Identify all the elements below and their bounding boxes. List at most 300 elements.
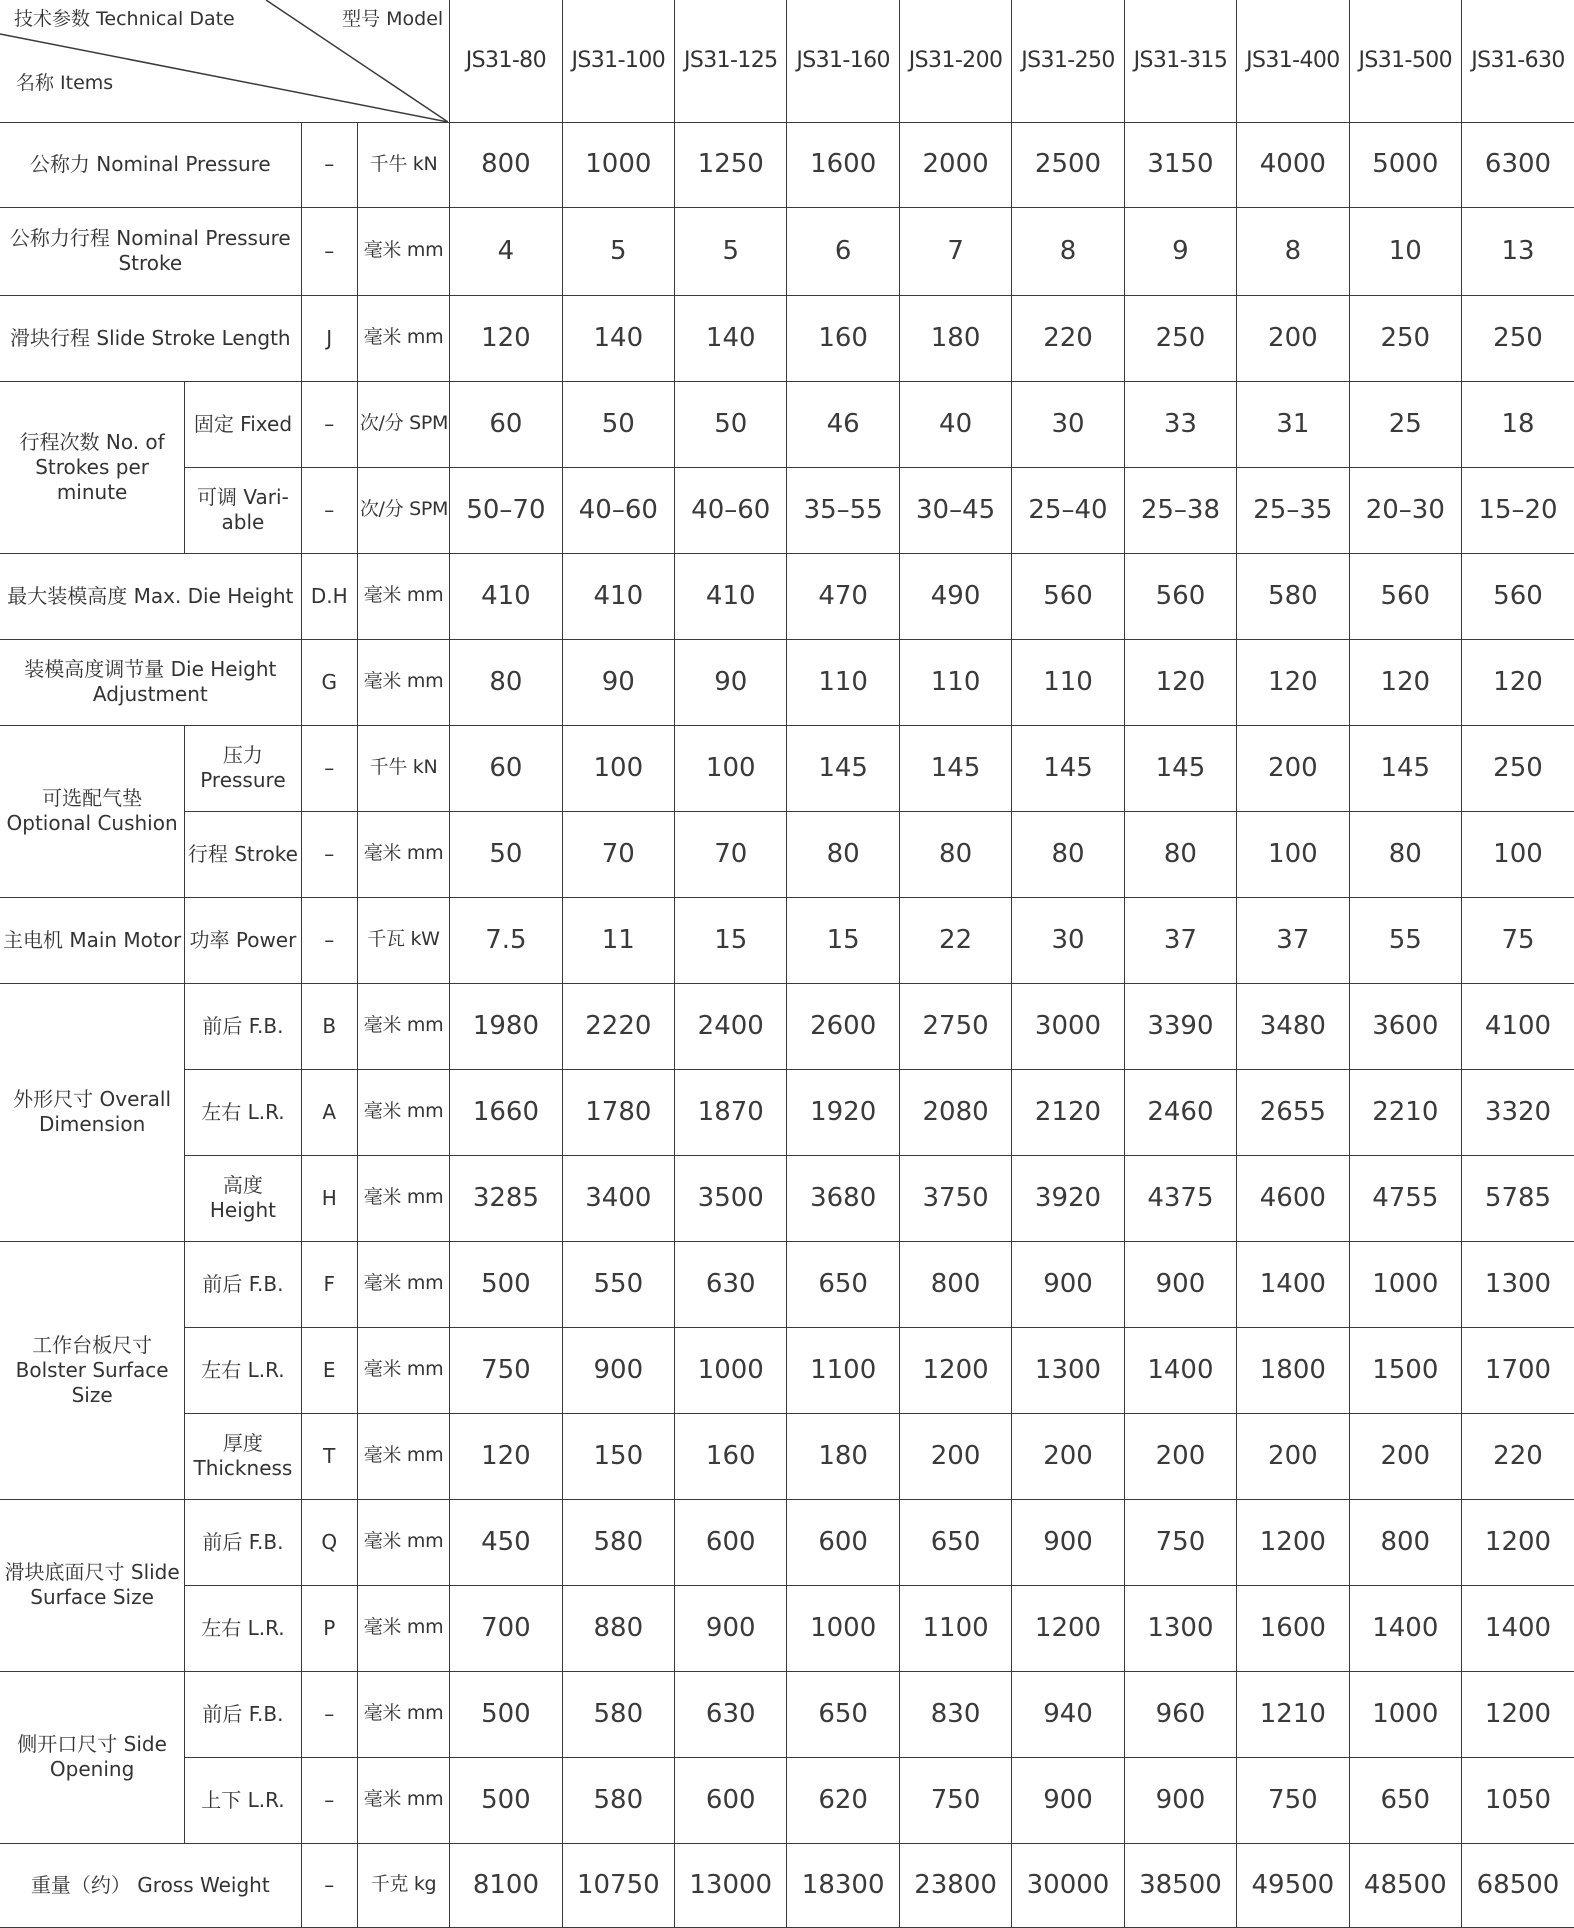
value-cell: 5785 <box>1461 1155 1574 1241</box>
row-item-label: 行程次数 No. of Strokes per minute <box>0 381 185 553</box>
value-cell: 60 <box>450 381 562 467</box>
value-cell: 68500 <box>1461 1843 1574 1927</box>
row-unit: 毫米 mm <box>357 1069 449 1155</box>
value-cell: 50–70 <box>450 467 562 553</box>
value-cell: 3390 <box>1124 983 1236 1069</box>
value-cell: 1200 <box>1012 1585 1124 1671</box>
table-row <box>0 725 1574 811</box>
row-item-label: 重量（约） Gross Weight <box>0 1843 301 1927</box>
value-cell: 3000 <box>1012 983 1124 1069</box>
table-row <box>0 1671 1574 1757</box>
table-body <box>0 122 1574 1927</box>
value-cell: 70 <box>675 811 787 897</box>
value-cell: 7.5 <box>450 897 562 983</box>
row-item-label: 可选配气垫 Optional Cushion <box>0 725 185 897</box>
value-cell: 1100 <box>787 1327 899 1413</box>
value-cell: 200 <box>1237 295 1349 381</box>
value-cell: 580 <box>1237 553 1349 639</box>
row-sub-label: 压力 Pressure <box>185 725 301 811</box>
row-sub-label: 前后 F.B. <box>185 1241 301 1327</box>
model-header: JS31-125 <box>675 0 787 122</box>
value-cell: 145 <box>1124 725 1236 811</box>
row-item-label: 滑块底面尺寸 Slide Surface Size <box>0 1499 185 1671</box>
row-unit: 毫米 mm <box>357 1155 449 1241</box>
value-cell: 620 <box>787 1757 899 1843</box>
value-cell: 80 <box>1012 811 1124 897</box>
value-cell: 25 <box>1349 381 1461 467</box>
value-cell: 650 <box>1349 1757 1461 1843</box>
value-cell: 75 <box>1461 897 1574 983</box>
value-cell: 50 <box>562 381 674 467</box>
row-symbol: – <box>301 381 357 467</box>
value-cell: 40–60 <box>562 467 674 553</box>
value-cell: 1200 <box>1461 1499 1574 1585</box>
value-cell: 80 <box>787 811 899 897</box>
value-cell: 560 <box>1349 553 1461 639</box>
row-item-label: 滑块行程 Slide Stroke Length <box>0 295 301 381</box>
value-cell: 5 <box>675 207 787 295</box>
value-cell: 145 <box>1349 725 1461 811</box>
value-cell: 750 <box>899 1757 1011 1843</box>
value-cell: 30 <box>1012 381 1124 467</box>
value-cell: 4 <box>450 207 562 295</box>
row-symbol: – <box>301 207 357 295</box>
value-cell: 145 <box>1012 725 1124 811</box>
table-row <box>0 1327 1574 1413</box>
value-cell: 22 <box>899 897 1011 983</box>
row-symbol: – <box>301 1671 357 1757</box>
value-cell: 140 <box>562 295 674 381</box>
value-cell: 1600 <box>787 122 899 207</box>
value-cell: 580 <box>562 1757 674 1843</box>
value-cell: 1500 <box>1349 1327 1461 1413</box>
row-item-label: 公称力 Nominal Pressure <box>0 122 301 207</box>
value-cell: 2600 <box>787 983 899 1069</box>
value-cell: 110 <box>899 639 1011 725</box>
value-cell: 13 <box>1461 207 1574 295</box>
value-cell: 1800 <box>1237 1327 1349 1413</box>
tech-params-label: 技术参数 Technical Date <box>14 8 235 30</box>
value-cell: 1780 <box>562 1069 674 1155</box>
value-cell: 750 <box>450 1327 562 1413</box>
value-cell: 6 <box>787 207 899 295</box>
table-row <box>0 639 1574 725</box>
row-sub-label: 前后 F.B. <box>185 983 301 1069</box>
value-cell: 15 <box>675 897 787 983</box>
value-cell: 500 <box>450 1757 562 1843</box>
value-cell: 1210 <box>1237 1671 1349 1757</box>
row-unit: 毫米 mm <box>357 1499 449 1585</box>
value-cell: 750 <box>1237 1757 1349 1843</box>
row-sub-label: 厚度 Thickness <box>185 1413 301 1499</box>
value-cell: 40–60 <box>675 467 787 553</box>
row-symbol: E <box>301 1327 357 1413</box>
row-symbol: – <box>301 1843 357 1927</box>
value-cell: 30000 <box>1012 1843 1124 1927</box>
value-cell: 11 <box>562 897 674 983</box>
table-row <box>0 381 1574 467</box>
value-cell: 110 <box>787 639 899 725</box>
value-cell: 110 <box>1012 639 1124 725</box>
value-cell: 1000 <box>675 1327 787 1413</box>
row-item-label: 公称力行程 Nominal Pressure Stroke <box>0 207 301 295</box>
row-unit: 毫米 mm <box>357 1757 449 1843</box>
value-cell: 1250 <box>675 122 787 207</box>
value-cell: 37 <box>1124 897 1236 983</box>
table-row <box>0 1413 1574 1499</box>
model-header: JS31-250 <box>1012 0 1124 122</box>
value-cell: 580 <box>562 1671 674 1757</box>
value-cell: 960 <box>1124 1671 1236 1757</box>
value-cell: 145 <box>899 725 1011 811</box>
row-symbol: D.H <box>301 553 357 639</box>
value-cell: 880 <box>562 1585 674 1671</box>
value-cell: 25–35 <box>1237 467 1349 553</box>
value-cell: 50 <box>675 381 787 467</box>
value-cell: 3680 <box>787 1155 899 1241</box>
value-cell: 3150 <box>1124 122 1236 207</box>
value-cell: 1300 <box>1124 1585 1236 1671</box>
table-row <box>0 1069 1574 1155</box>
value-cell: 35–55 <box>787 467 899 553</box>
value-cell: 550 <box>562 1241 674 1327</box>
value-cell: 30 <box>1012 897 1124 983</box>
model-header: JS31-160 <box>787 0 899 122</box>
value-cell: 1400 <box>1237 1241 1349 1327</box>
table-row <box>0 897 1574 983</box>
value-cell: 100 <box>1237 811 1349 897</box>
value-cell: 120 <box>1461 639 1574 725</box>
value-cell: 650 <box>787 1241 899 1327</box>
row-unit: 毫米 mm <box>357 1241 449 1327</box>
value-cell: 470 <box>787 553 899 639</box>
value-cell: 410 <box>675 553 787 639</box>
row-symbol: F <box>301 1241 357 1327</box>
row-sub-label: 固定 Fixed <box>185 381 301 467</box>
value-cell: 18 <box>1461 381 1574 467</box>
value-cell: 3480 <box>1237 983 1349 1069</box>
row-unit: 次/分 SPM <box>357 381 449 467</box>
value-cell: 830 <box>899 1671 1011 1757</box>
row-item-label: 外形尺寸 Overall Dimension <box>0 983 185 1241</box>
value-cell: 600 <box>675 1499 787 1585</box>
value-cell: 10750 <box>562 1843 674 1927</box>
model-header: JS31-200 <box>899 0 1011 122</box>
row-item-label: 侧开口尺寸 Side Opening <box>0 1671 185 1843</box>
value-cell: 1100 <box>899 1585 1011 1671</box>
value-cell: 7 <box>899 207 1011 295</box>
value-cell: 1000 <box>562 122 674 207</box>
value-cell: 1000 <box>1349 1671 1461 1757</box>
value-cell: 5000 <box>1349 122 1461 207</box>
value-cell: 2210 <box>1349 1069 1461 1155</box>
table-row <box>0 1585 1574 1671</box>
value-cell: 1000 <box>787 1585 899 1671</box>
value-cell: 200 <box>1237 1413 1349 1499</box>
value-cell: 650 <box>787 1671 899 1757</box>
value-cell: 150 <box>562 1413 674 1499</box>
model-header: JS31-100 <box>562 0 674 122</box>
value-cell: 40 <box>899 381 1011 467</box>
value-cell: 2655 <box>1237 1069 1349 1155</box>
value-cell: 1980 <box>450 983 562 1069</box>
value-cell: 1050 <box>1461 1757 1574 1843</box>
row-sub-label: 高度 Height <box>185 1155 301 1241</box>
value-cell: 2120 <box>1012 1069 1124 1155</box>
value-cell: 900 <box>1012 1757 1124 1843</box>
table-row <box>0 1155 1574 1241</box>
table-row <box>0 1241 1574 1327</box>
row-sub-label: 功率 Power <box>185 897 301 983</box>
value-cell: 55 <box>1349 897 1461 983</box>
row-item-label: 主电机 Main Motor <box>0 897 185 983</box>
value-cell: 4600 <box>1237 1155 1349 1241</box>
row-unit: 毫米 mm <box>357 1327 449 1413</box>
value-cell: 500 <box>450 1671 562 1757</box>
value-cell: 120 <box>1349 639 1461 725</box>
row-sub-label: 前后 F.B. <box>185 1671 301 1757</box>
value-cell: 5 <box>562 207 674 295</box>
row-item-label: 装模高度调节量 Die Height Adjustment <box>0 639 301 725</box>
value-cell: 1300 <box>1461 1241 1574 1327</box>
value-cell: 2080 <box>899 1069 1011 1155</box>
model-header: JS31-400 <box>1237 0 1349 122</box>
row-unit: 千瓦 kW <box>357 897 449 983</box>
value-cell: 450 <box>450 1499 562 1585</box>
value-cell: 60 <box>450 725 562 811</box>
value-cell: 4755 <box>1349 1155 1461 1241</box>
row-unit: 毫米 mm <box>357 553 449 639</box>
row-symbol: H <box>301 1155 357 1241</box>
value-cell: 600 <box>675 1757 787 1843</box>
value-cell: 1300 <box>1012 1327 1124 1413</box>
value-cell: 900 <box>1012 1499 1124 1585</box>
value-cell: 50 <box>450 811 562 897</box>
row-unit: 千克 kg <box>357 1843 449 1927</box>
value-cell: 1660 <box>450 1069 562 1155</box>
row-symbol: – <box>301 467 357 553</box>
value-cell: 410 <box>450 553 562 639</box>
row-symbol: B <box>301 983 357 1069</box>
row-unit: 毫米 mm <box>357 639 449 725</box>
value-cell: 3320 <box>1461 1069 1574 1155</box>
value-cell: 1200 <box>899 1327 1011 1413</box>
row-symbol: Q <box>301 1499 357 1585</box>
value-cell: 180 <box>787 1413 899 1499</box>
value-cell: 6300 <box>1461 122 1574 207</box>
row-sub-label: 左右 L.R. <box>185 1327 301 1413</box>
row-symbol: G <box>301 639 357 725</box>
row-symbol: – <box>301 897 357 983</box>
table-row <box>0 1843 1574 1927</box>
row-symbol: T <box>301 1413 357 1499</box>
value-cell: 2220 <box>562 983 674 1069</box>
value-cell: 560 <box>1124 553 1236 639</box>
value-cell: 70 <box>562 811 674 897</box>
value-cell: 3920 <box>1012 1155 1124 1241</box>
row-item-label: 工作台板尺寸 Bolster Surface Size <box>0 1241 185 1499</box>
value-cell: 1700 <box>1461 1327 1574 1413</box>
value-cell: 180 <box>899 295 1011 381</box>
value-cell: 23800 <box>899 1843 1011 1927</box>
value-cell: 120 <box>1237 639 1349 725</box>
model-label: 型号 Model <box>342 8 444 30</box>
value-cell: 200 <box>1012 1413 1124 1499</box>
value-cell: 100 <box>675 725 787 811</box>
row-symbol: A <box>301 1069 357 1155</box>
row-unit: 毫米 mm <box>357 1671 449 1757</box>
value-cell: 80 <box>450 639 562 725</box>
value-cell: 1920 <box>787 1069 899 1155</box>
value-cell: 500 <box>450 1241 562 1327</box>
value-cell: 8 <box>1237 207 1349 295</box>
row-symbol: – <box>301 1757 357 1843</box>
row-symbol: J <box>301 295 357 381</box>
value-cell: 4375 <box>1124 1155 1236 1241</box>
row-unit: 毫米 mm <box>357 207 449 295</box>
value-cell: 100 <box>562 725 674 811</box>
value-cell: 33 <box>1124 381 1236 467</box>
value-cell: 38500 <box>1124 1843 1236 1927</box>
value-cell: 15–20 <box>1461 467 1574 553</box>
value-cell: 1400 <box>1461 1585 1574 1671</box>
value-cell: 160 <box>787 295 899 381</box>
row-sub-label: 左右 L.R. <box>185 1069 301 1155</box>
value-cell: 15 <box>787 897 899 983</box>
items-label: 名称 Items <box>16 72 114 94</box>
value-cell: 90 <box>562 639 674 725</box>
value-cell: 490 <box>899 553 1011 639</box>
value-cell: 600 <box>787 1499 899 1585</box>
table-row <box>0 207 1574 295</box>
value-cell: 1000 <box>1349 1241 1461 1327</box>
value-cell: 120 <box>450 295 562 381</box>
value-cell: 250 <box>1349 295 1461 381</box>
value-cell: 120 <box>1124 639 1236 725</box>
value-cell: 18300 <box>787 1843 899 1927</box>
value-cell: 220 <box>1461 1413 1574 1499</box>
value-cell: 2750 <box>899 983 1011 1069</box>
row-sub-label: 可调 Vari-able <box>185 467 301 553</box>
value-cell: 160 <box>675 1413 787 1499</box>
value-cell: 13000 <box>675 1843 787 1927</box>
value-cell: 940 <box>1012 1671 1124 1757</box>
value-cell: 560 <box>1461 553 1574 639</box>
value-cell: 900 <box>1124 1757 1236 1843</box>
value-cell: 145 <box>787 725 899 811</box>
model-header: JS31-500 <box>1349 0 1461 122</box>
table-row <box>0 1499 1574 1585</box>
value-cell: 800 <box>899 1241 1011 1327</box>
row-unit: 毫米 mm <box>357 983 449 1069</box>
value-cell: 200 <box>1237 725 1349 811</box>
value-cell: 25–40 <box>1012 467 1124 553</box>
row-unit: 毫米 mm <box>357 295 449 381</box>
model-header: JS31-80 <box>450 0 562 122</box>
value-cell: 900 <box>1124 1241 1236 1327</box>
value-cell: 1600 <box>1237 1585 1349 1671</box>
value-cell: 10 <box>1349 207 1461 295</box>
value-cell: 2500 <box>1012 122 1124 207</box>
value-cell: 800 <box>450 122 562 207</box>
value-cell: 4000 <box>1237 122 1349 207</box>
value-cell: 80 <box>1349 811 1461 897</box>
value-cell: 900 <box>562 1327 674 1413</box>
value-cell: 1200 <box>1237 1499 1349 1585</box>
row-unit: 千牛 kN <box>357 725 449 811</box>
value-cell: 250 <box>1461 295 1574 381</box>
value-cell: 3750 <box>899 1155 1011 1241</box>
value-cell: 90 <box>675 639 787 725</box>
model-header: JS31-630 <box>1461 0 1574 122</box>
value-cell: 200 <box>899 1413 1011 1499</box>
value-cell: 25–38 <box>1124 467 1236 553</box>
row-unit: 千牛 kN <box>357 122 449 207</box>
value-cell: 140 <box>675 295 787 381</box>
value-cell: 1400 <box>1349 1585 1461 1671</box>
value-cell: 630 <box>675 1671 787 1757</box>
row-item-label: 最大装模高度 Max. Die Height <box>0 553 301 639</box>
value-cell: 750 <box>1124 1499 1236 1585</box>
row-symbol: P <box>301 1585 357 1671</box>
value-cell: 8 <box>1012 207 1124 295</box>
value-cell: 220 <box>1012 295 1124 381</box>
value-cell: 250 <box>1124 295 1236 381</box>
value-cell: 1200 <box>1461 1671 1574 1757</box>
value-cell: 2000 <box>899 122 1011 207</box>
value-cell: 700 <box>450 1585 562 1671</box>
table-row <box>0 811 1574 897</box>
value-cell: 37 <box>1237 897 1349 983</box>
value-cell: 2460 <box>1124 1069 1236 1155</box>
value-cell: 800 <box>1349 1499 1461 1585</box>
row-unit: 毫米 mm <box>357 811 449 897</box>
value-cell: 650 <box>899 1499 1011 1585</box>
row-unit: 毫米 mm <box>357 1585 449 1671</box>
value-cell: 3285 <box>450 1155 562 1241</box>
table-row <box>0 122 1574 207</box>
value-cell: 3600 <box>1349 983 1461 1069</box>
value-cell: 46 <box>787 381 899 467</box>
row-symbol: – <box>301 122 357 207</box>
value-cell: 100 <box>1461 811 1574 897</box>
header-corner <box>0 0 450 122</box>
value-cell: 410 <box>562 553 674 639</box>
table-row <box>0 553 1574 639</box>
table-row <box>0 983 1574 1069</box>
value-cell: 3500 <box>675 1155 787 1241</box>
row-sub-label: 左右 L.R. <box>185 1585 301 1671</box>
value-cell: 1870 <box>675 1069 787 1155</box>
value-cell: 560 <box>1012 553 1124 639</box>
value-cell: 80 <box>899 811 1011 897</box>
value-cell: 8100 <box>450 1843 562 1927</box>
value-cell: 31 <box>1237 381 1349 467</box>
row-unit: 次/分 SPM <box>357 467 449 553</box>
value-cell: 580 <box>562 1499 674 1585</box>
value-cell: 48500 <box>1349 1843 1461 1927</box>
value-cell: 120 <box>450 1413 562 1499</box>
value-cell: 20–30 <box>1349 467 1461 553</box>
row-sub-label: 前后 F.B. <box>185 1499 301 1585</box>
value-cell: 1400 <box>1124 1327 1236 1413</box>
value-cell: 49500 <box>1237 1843 1349 1927</box>
value-cell: 30–45 <box>899 467 1011 553</box>
value-cell: 2400 <box>675 983 787 1069</box>
value-cell: 250 <box>1461 725 1574 811</box>
value-cell: 9 <box>1124 207 1236 295</box>
value-cell: 900 <box>675 1585 787 1671</box>
